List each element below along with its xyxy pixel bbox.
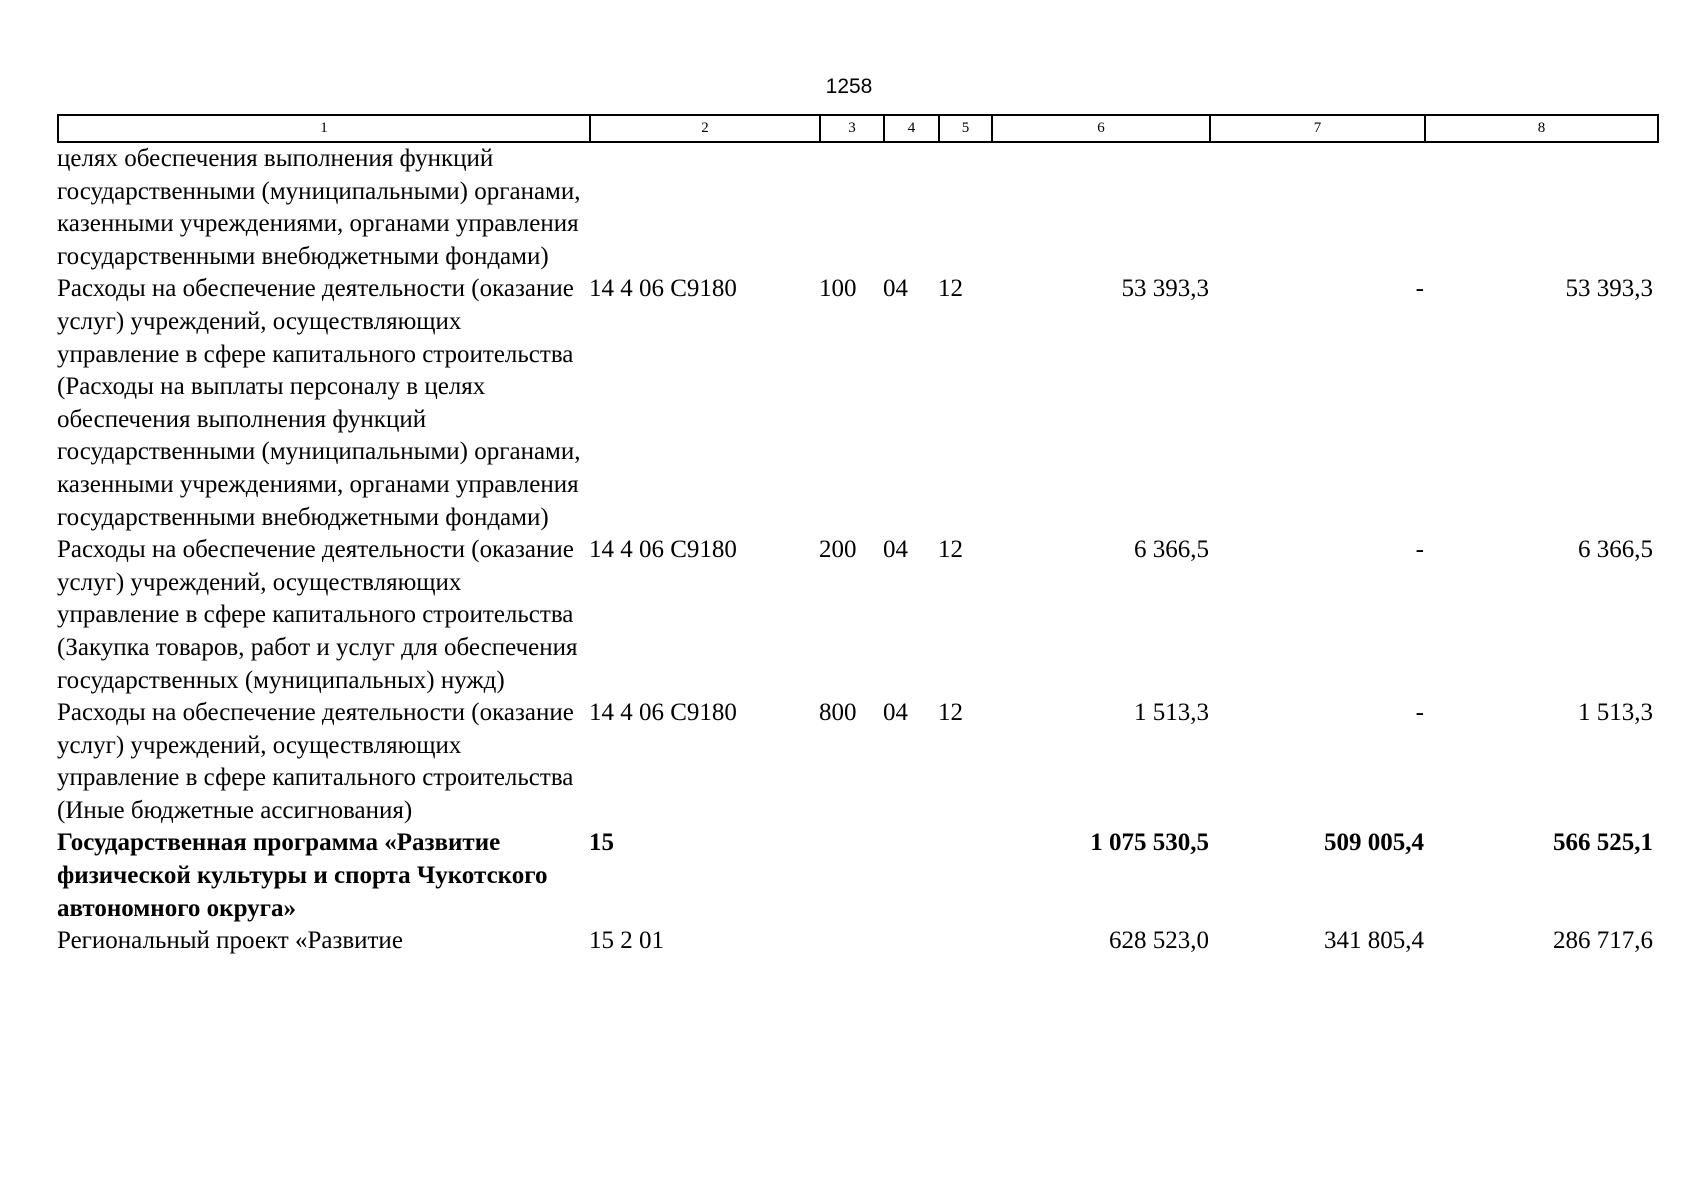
table-row	[57, 143, 1657, 273]
row-col8: 6 366,5	[1578, 536, 1653, 564]
header-row	[58, 115, 1658, 142]
row-col7: -	[1415, 536, 1424, 564]
row-col5: 12	[938, 275, 963, 303]
table-row	[57, 925, 1657, 958]
row-col7	[1209, 143, 1424, 273]
row-col4	[883, 827, 938, 925]
row-name: целях обеспечения выполнения функций государственными (муниципальными) органами, казенными учреждениями, органами управления государственными внебюджетными фондами)	[57, 145, 581, 270]
row-code: 14 4 06 С9180	[589, 699, 737, 727]
row-col8: 1 513,3	[1578, 699, 1653, 727]
header-col-2: 2	[590, 115, 820, 142]
row-col3	[819, 143, 883, 273]
row-col5	[938, 925, 991, 958]
row-col6: 628 523,0	[1109, 927, 1209, 955]
row-col3: 800	[819, 699, 857, 727]
row-col3	[819, 925, 883, 958]
row-col8	[1424, 143, 1653, 273]
column-number-header	[57, 114, 1659, 143]
row-col5: 12	[938, 699, 963, 727]
row-code: 14 4 06 С9180	[589, 536, 737, 564]
header-col-1: 1	[58, 115, 590, 142]
row-col6: 1 513,3	[1134, 699, 1209, 727]
row-col7: -	[1415, 275, 1424, 303]
row-col3: 200	[819, 536, 857, 564]
row-name: Расходы на обеспечение деятельности (оказание услуг) учреждений, осуществляющих управление в сфере капитального строительства (Иные бюджетные ассигнования)	[57, 699, 574, 824]
row-name: Расходы на обеспечение деятельности (оказание услуг) учреждений, осуществляющих управление в сфере капитального строительства (Расходы на выплаты персоналу в целях обеспечения выполнения функций государственными (муниципальными) органами, казенными учреждениями, органами управления государственными внебюджетными фондами)	[57, 275, 581, 531]
row-col8: 53 393,3	[1565, 275, 1653, 303]
table-row	[57, 534, 1657, 697]
table-row-program-total	[57, 827, 1657, 925]
row-col7: 509 005,4	[1324, 829, 1424, 857]
row-col4	[883, 925, 938, 958]
row-col5: 12	[938, 536, 963, 564]
row-col4: 04	[883, 536, 908, 564]
row-col8: 286 717,6	[1553, 927, 1653, 955]
row-col6: 1 075 530,5	[1090, 829, 1209, 857]
row-col4: 04	[883, 275, 908, 303]
row-col4: 04	[883, 699, 908, 727]
row-name: Расходы на обеспечение деятельности (оказание услуг) учреждений, осуществляющих управление в сфере капитального строительства (Закупка товаров, работ и услуг для обеспечения государственных (муниципальных) нужд)	[57, 536, 578, 694]
row-code	[589, 143, 819, 273]
page-number: 1258	[825, 75, 873, 98]
header-col-7: 7	[1210, 115, 1425, 142]
row-col4	[883, 143, 938, 273]
row-code: 14 4 06 С9180	[589, 275, 737, 303]
row-col5	[938, 143, 991, 273]
row-col6: 53 393,3	[1121, 275, 1209, 303]
row-code: 15	[589, 829, 614, 857]
row-col3	[819, 827, 883, 925]
budget-table-body	[57, 143, 1657, 958]
header-col-3: 3	[820, 115, 884, 142]
row-name: Государственная программа «Развитие физической культуры и спорта Чукотского автономного округа»	[57, 829, 548, 922]
header-col-6: 6	[992, 115, 1210, 142]
row-col6	[991, 143, 1209, 273]
row-col7: -	[1415, 699, 1424, 727]
header-col-4: 4	[884, 115, 939, 142]
row-col8: 566 525,1	[1553, 829, 1653, 857]
row-name: Региональный проект «Развитие	[57, 927, 403, 955]
row-col3: 100	[819, 275, 857, 303]
row-col5	[938, 827, 991, 925]
table-row	[57, 697, 1657, 827]
row-col7: 341 805,4	[1324, 927, 1424, 955]
row-code: 15 2 01	[589, 927, 664, 955]
header-col-8: 8	[1425, 115, 1658, 142]
row-col6: 6 366,5	[1134, 536, 1209, 564]
table-row	[57, 273, 1657, 534]
header-col-5: 5	[939, 115, 992, 142]
